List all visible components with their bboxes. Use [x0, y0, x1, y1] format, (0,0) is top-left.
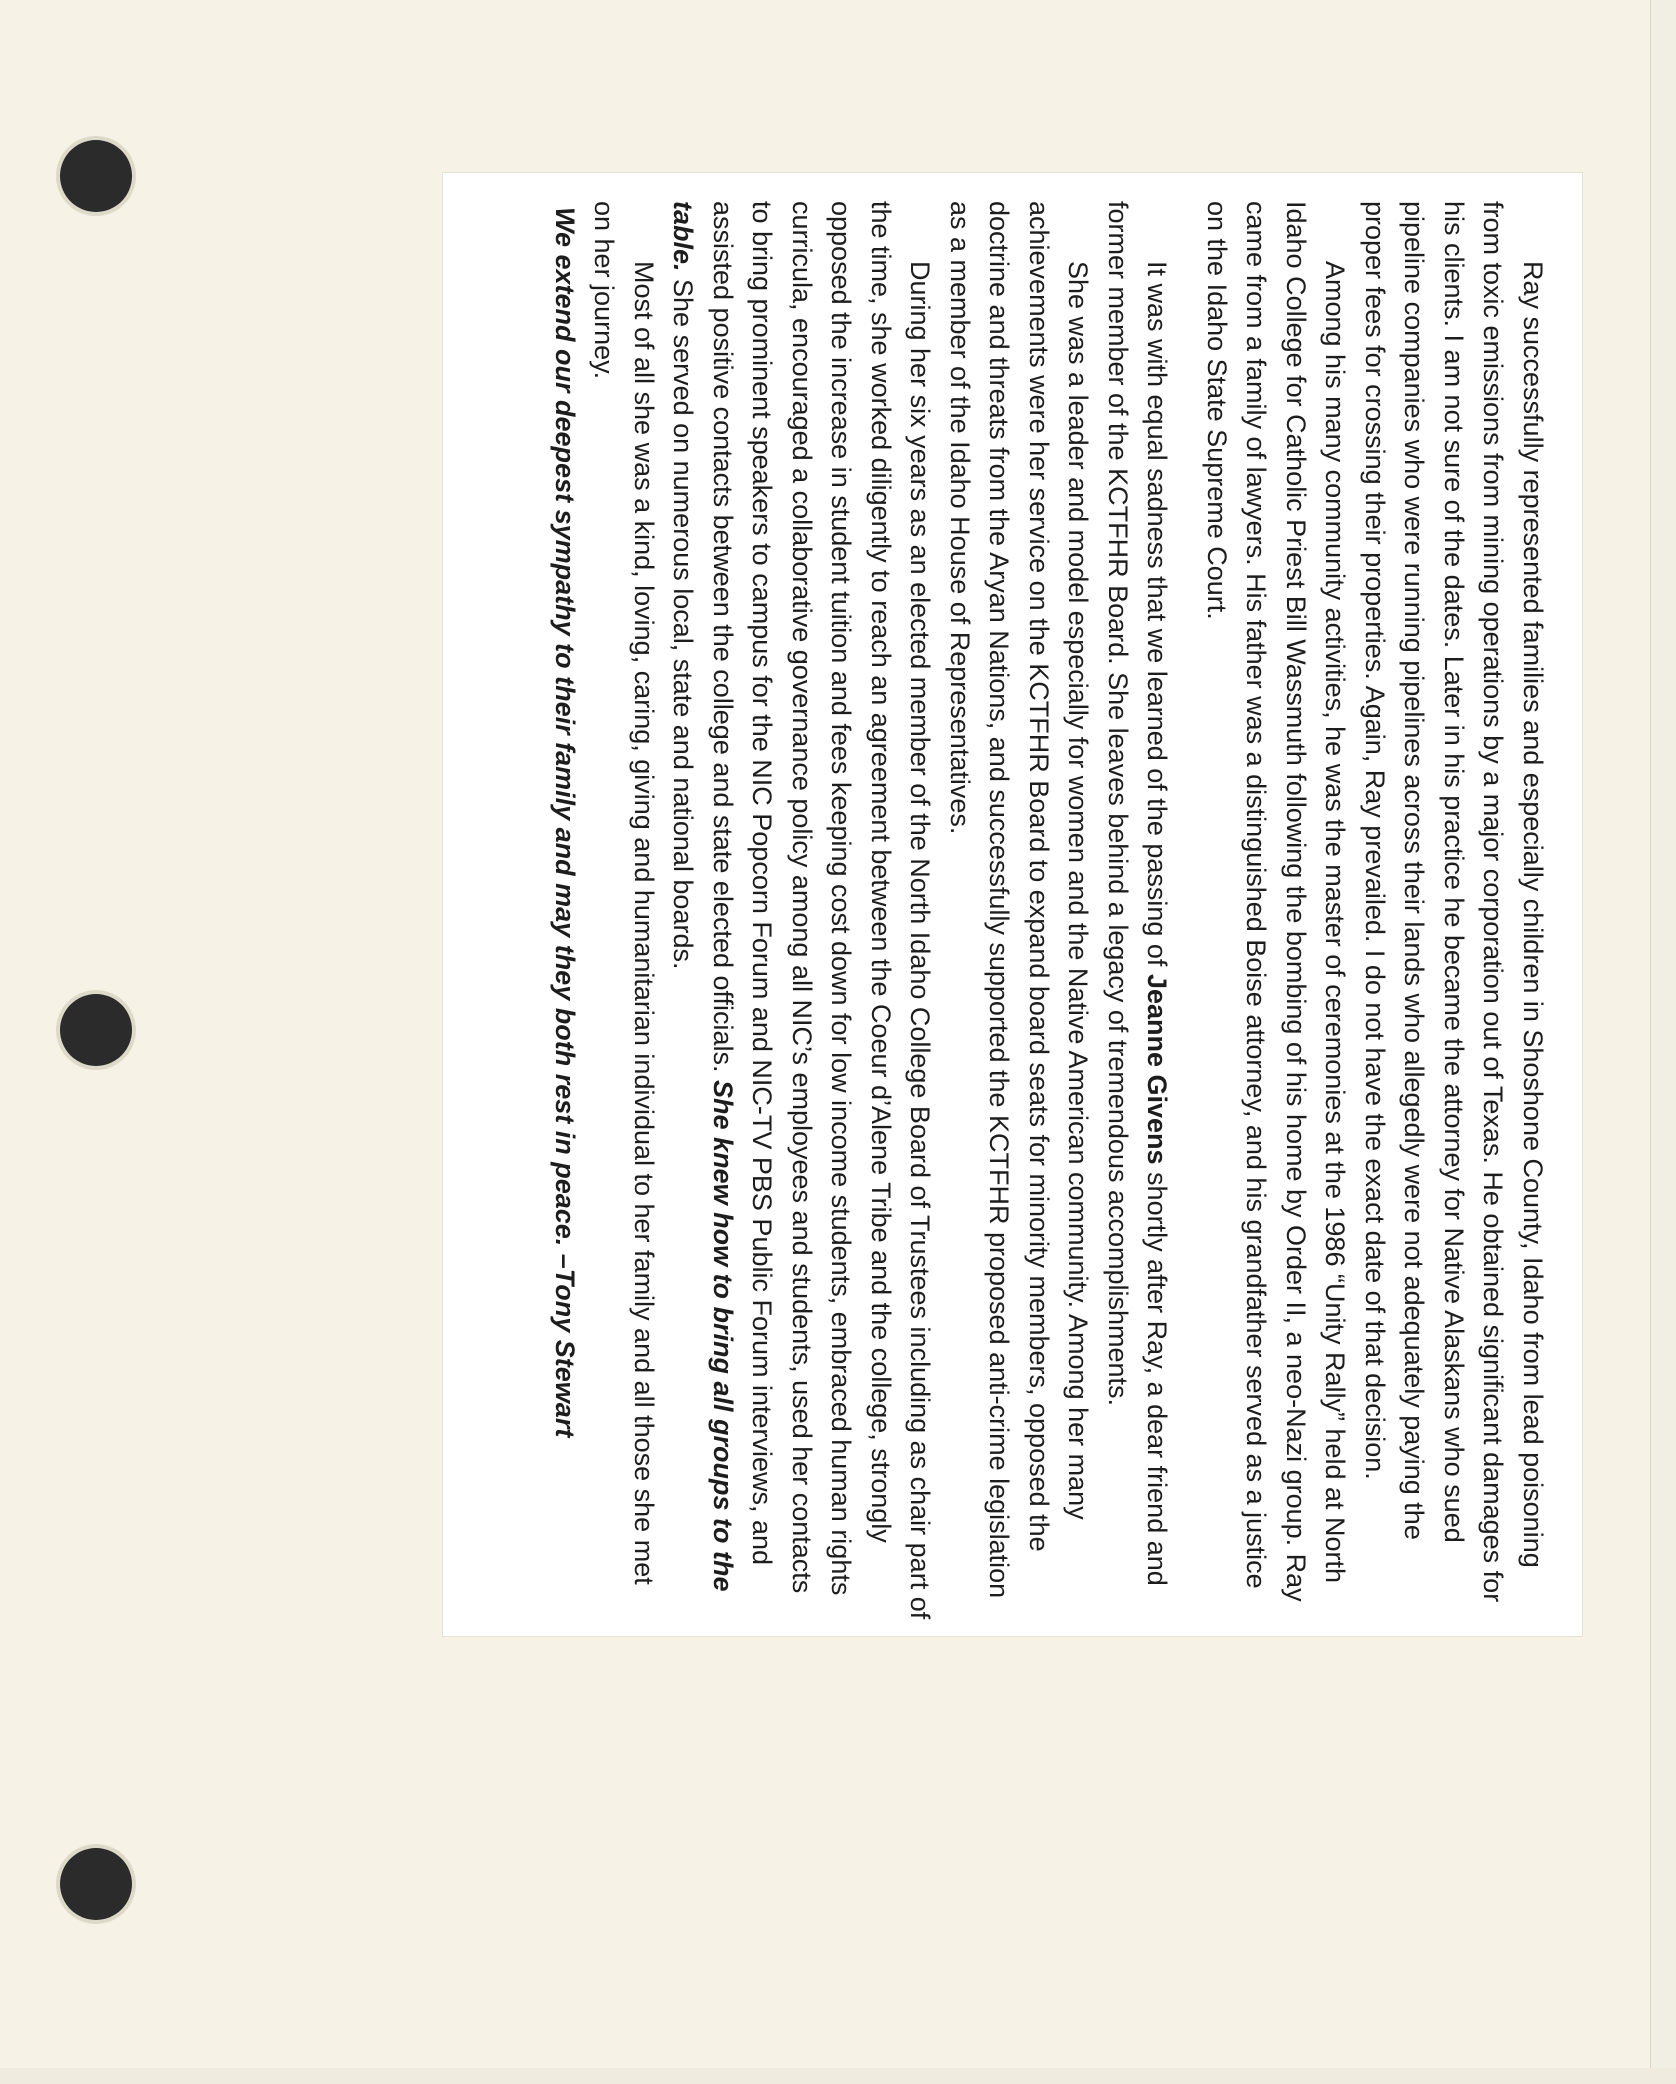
paragraph-ray-cases: Ray successfully represented families and especially children in Shoshone County, Idaho from lead poisoning from toxic emissions from mining operations by a major corporation out of Texas. He obtained significant damages for his clients. I am not sure of the dates. Later in his practice he became the attorney for Native Alaskans who sued pipeline companies who were running pipelines across their lands who allegedly were not adequately paying the proper fees for crossing their properties. Again, Ray prevailed. I do not have the exact date of that decision. — [1360, 201, 1548, 1603]
jeanne-nic-text: During her six years as an elected member of the North Idaho College Board of Trustees including as chair part of the time, she worked diligently to reach an agreement between the Coeur d’Alene Tribe and the college, strongly opposed the increase in student tuition and fees keeping cost down for low income students, embraced human rights curricula, encouraged a collaborative governance policy among all NIC’s employees and students, used her contacts to bring prominent speakers to campus for the NIC Popcorn Forum and NIC-TV PBS Public Forum interviews, and assisted positive contacts between the college and state elected officials. — [708, 201, 936, 1620]
paragraph-gap — [1177, 201, 1197, 1621]
signoff-tony-stewart: We extend our deepest sympathy to their family and may they both rest in peace. –Tony Stewart — [550, 207, 580, 1438]
jeanne-nic-emphasis: She knew how to bring all groups to the table. — [668, 201, 738, 1592]
page-bottom-edge — [0, 2068, 1676, 2084]
paragraph-jeanne-kind: Most of all she was a kind, loving, caring, giving and humanitarian individual to her family and all those she met on her journey. — [589, 201, 659, 1585]
binder-hole-top — [60, 140, 132, 212]
paragraph-jeanne-leader: She was a leader and model especially for women and the Native American community. Among her many achievements were her service on the KCTFHR Board to expand board seats for minority members, opposed the doctrine and threats from the Aryan Nations, and successfully supported the KCTFHR proposed anti-crime legislation as a member of the Idaho House of Representatives. — [945, 201, 1094, 1599]
jeanne-intro-text: It was with equal sadness that we learned of the passing of — [1142, 261, 1173, 974]
paragraph-jeanne-nic — [663, 201, 940, 1621]
jeanne-intro-rest: shortly after Ray, a dear friend and former member of the KCTFHR Board. She leaves behind a legacy of tremendous accomplishments. — [1103, 201, 1173, 1586]
binder-hole-middle — [60, 994, 132, 1066]
page-edge — [1650, 0, 1676, 2084]
newsletter-clipping — [443, 173, 1582, 1636]
binder-hole-bottom — [60, 1848, 132, 1920]
paragraph-jeanne-intro — [1098, 201, 1177, 1621]
jeanne-nic-rest: She served on numerous local, state and national boards. — [668, 271, 699, 970]
obituary-article — [472, 173, 1582, 1636]
paragraph-ray-community: Among his many community activities, he was the master of ceremonies at the 1986 “Unity Rally” held at North Idaho College for Catholic Priest Bill Wassmuth following the bombing of his home by Order II, a neo-Nazi group. Ray came from a family of lawyers. His father was a distinguished Boise attorney, and his grandfather served as a justice on the Idaho State Supreme Court. — [1202, 201, 1351, 1602]
jeanne-givens-name: Jeanne Givens — [1142, 973, 1173, 1165]
